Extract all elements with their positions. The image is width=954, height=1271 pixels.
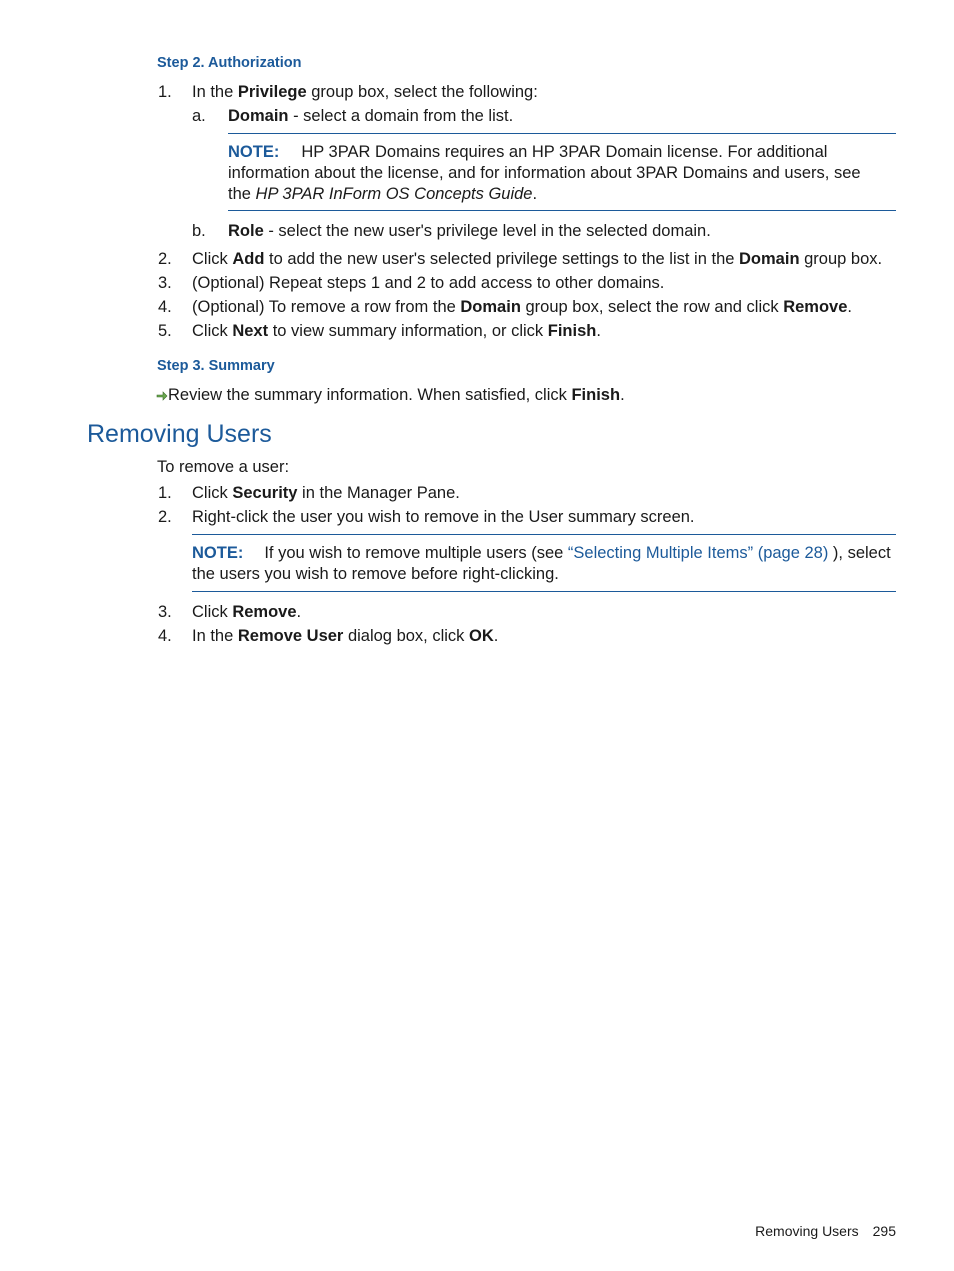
note-label: NOTE:	[192, 544, 244, 562]
removing-intro: To remove a user:	[157, 458, 290, 476]
note-box-domain-license: NOTE: HP 3PAR Domains requires an HP 3PAR Domain license. For additional information about the license, and for information about 3PAR Domains and users, see the HP 3PAR InForm OS Concepts Guide.	[228, 133, 896, 211]
step2-sub-a-letter: a.	[192, 107, 206, 125]
removing-item3-number: 3.	[158, 603, 172, 621]
step3-heading: Step 3. Summary	[157, 358, 275, 374]
step2-item4-number: 4.	[158, 298, 172, 316]
page-number: 295	[872, 1223, 896, 1239]
step2-item3: (Optional) Repeat steps 1 and 2 to add access to other domains.	[192, 274, 665, 292]
step2-sub-b-letter: b.	[192, 222, 206, 240]
step2-item4: (Optional) To remove a row from the Domain group box, select the row and click Remove.	[192, 298, 853, 316]
step2-heading: Step 2. Authorization	[157, 55, 302, 71]
selecting-multiple-items-link[interactable]: “Selecting Multiple Items” (page 28)	[567, 544, 829, 562]
step2-item1: In the Privilege group box, select the following:	[192, 83, 538, 101]
footer-section-title: Removing Users	[755, 1223, 859, 1239]
removing-item3: Click Remove.	[192, 603, 302, 621]
removing-item2-number: 2.	[158, 508, 172, 526]
removing-item1-number: 1.	[158, 484, 172, 502]
page-footer	[755, 1223, 896, 1239]
step2-item5: Click Next to view summary information, or click Finish.	[192, 322, 601, 340]
removing-item4: In the Remove User dialog box, click OK.	[192, 627, 499, 645]
section-title-removing-users: Removing Users	[87, 420, 272, 448]
note-label: NOTE:	[228, 143, 280, 161]
step2-sub-b: Role - select the new user's privilege level in the selected domain.	[228, 222, 711, 240]
arrow-right-icon	[156, 391, 168, 401]
removing-item4-number: 4.	[158, 627, 172, 645]
concepts-guide-title: HP 3PAR InForm OS Concepts Guide	[255, 185, 533, 203]
note-box-multiple-users: NOTE: If you wish to remove multiple users (see “Selecting Multiple Items” (page 28) ), select the users you wish to remove before right-clicking.	[192, 534, 896, 592]
step2-sub-a: Domain - select a domain from the list.	[228, 107, 514, 125]
removing-item1: Click Security in the Manager Pane.	[192, 484, 460, 502]
step2-item5-number: 5.	[158, 322, 172, 340]
step2-item2: Click Add to add the new user's selected privilege settings to the list in the Domain group box.	[192, 250, 883, 268]
step2-item3-number: 3.	[158, 274, 172, 292]
removing-item2: Right-click the user you wish to remove in the User summary screen.	[192, 508, 695, 526]
step2-item2-number: 2.	[158, 250, 172, 268]
step3-text: Review the summary information. When satisfied, click Finish.	[156, 385, 625, 405]
step2-item1-number: 1.	[158, 83, 172, 101]
